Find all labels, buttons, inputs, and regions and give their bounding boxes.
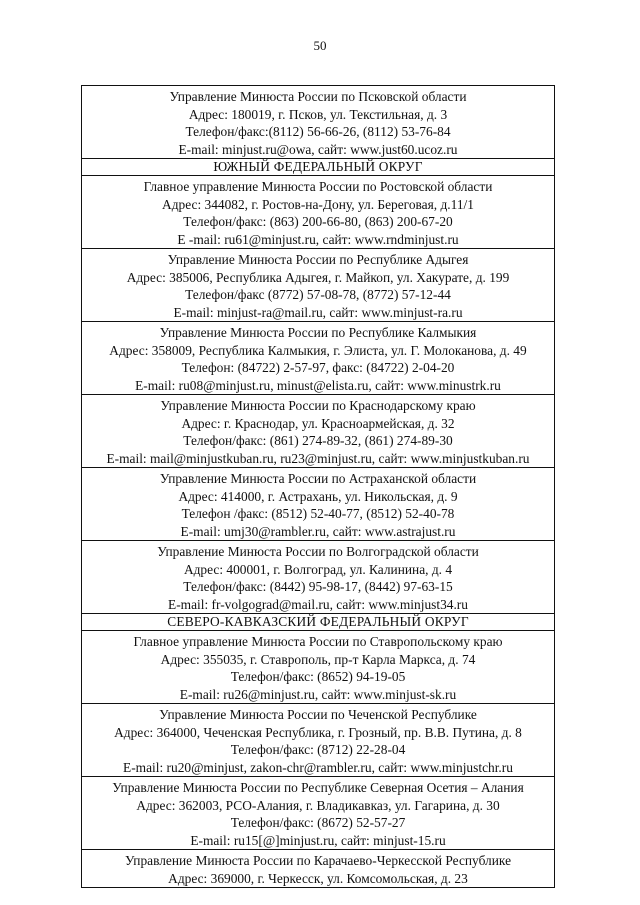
office-address: Адрес: 344082, г. Ростов-на-Дону, ул. Береговая, д.11/1	[162, 196, 474, 212]
office-phone: Телефон/факс: (8712) 22-28-04	[230, 742, 406, 757]
office-name: Управление Минюста России по Республике Калмыкия	[159, 325, 477, 340]
office-entry	[82, 850, 555, 888]
office-entry	[82, 777, 555, 850]
office-entry	[82, 468, 555, 541]
office-row	[82, 468, 555, 541]
office-name: Управление Минюста России по Астраханской области	[159, 471, 477, 486]
office-email: E-mail: fr-volgograd@mail.ru, сайт: www.minjust34.ru	[168, 596, 468, 612]
region-header: СЕВЕРО-КАВКАЗСКИЙ ФЕДЕРАЛЬНЫЙ ОКРУГ	[82, 614, 555, 631]
office-address: Адрес: 414000, г. Астрахань, ул. Никольская, д. 9	[178, 488, 458, 504]
office-entry	[82, 176, 555, 249]
office-email: E -mail: ru61@minjust.ru, сайт: www.rndminjust.ru	[177, 231, 459, 247]
office-row	[82, 777, 555, 850]
office-row	[82, 86, 555, 159]
office-name: Управление Минюста России по Волгоградской области	[157, 544, 479, 559]
table-body	[82, 86, 555, 888]
office-phone: Телефон/факс:(8112) 56-66-26, (8112) 53-76-84	[185, 124, 451, 139]
office-name: Главное управление Минюста России по Ростовской области	[143, 179, 493, 194]
office-name: Главное управление Минюста России по Ставропольскому краю	[133, 634, 503, 649]
office-phone: Телефон/факс: (863) 200-66-80, (863) 200-67-20	[183, 214, 453, 229]
office-email: E-mail: ru15[@]minjust.ru, сайт: minjust-15.ru	[190, 832, 446, 848]
office-address: Адрес: 180019, г. Псков, ул. Текстильная, д. 3	[188, 106, 448, 122]
office-email: E-mail: ru26@minjust.ru, сайт: www.minjust-sk.ru	[179, 686, 457, 702]
office-row	[82, 541, 555, 614]
office-email: E-mail: ru08@minjust.ru, minust@elista.ru, сайт: www.minustrk.ru	[135, 377, 501, 393]
office-row	[82, 395, 555, 468]
office-address: Адрес: 400001, г. Волгоград, ул. Калинина, д. 4	[183, 561, 453, 577]
page-number: 50	[313, 38, 327, 53]
region-header: ЮЖНЫЙ ФЕДЕРАЛЬНЫЙ ОКРУГ	[82, 159, 555, 176]
office-name: Управление Минюста России по Карачаево-Черкесской Республике	[124, 853, 512, 868]
office-address: Адрес: 355035, г. Ставрополь, пр-т Карла Маркса, д. 74	[160, 651, 476, 667]
office-row	[82, 249, 555, 322]
office-row	[82, 704, 555, 777]
office-name: Управление Минюста России по Псковской области	[169, 89, 467, 104]
office-entry	[82, 395, 555, 468]
office-name: Управление Минюста России по Республике Адыгея	[167, 252, 469, 267]
office-entry	[82, 322, 555, 395]
office-name: Управление Минюста России по Чеченской Республике	[159, 707, 477, 722]
office-entry	[82, 704, 555, 777]
office-row	[82, 176, 555, 249]
office-row	[82, 850, 555, 888]
region-header-row	[82, 159, 555, 176]
office-email: E-mail: ru20@minjust, zakon-chr@rambler.ru, сайт: www.minjustchr.ru	[123, 759, 513, 775]
ministry-offices-table	[81, 85, 555, 888]
region-header-row	[82, 614, 555, 631]
office-entry	[82, 249, 555, 322]
office-row	[82, 631, 555, 704]
office-address: Адрес: 358009, Республика Калмыкия, г. Элиста, ул. Г. Молоканова, д. 49	[109, 342, 527, 358]
office-email: E-mail: minjust-ra@mail.ru, сайт: www.minjust-ra.ru	[173, 304, 463, 320]
office-row	[82, 322, 555, 395]
office-entry	[82, 541, 555, 614]
office-address: Адрес: 362003, РСО-Алания, г. Владикавказ, ул. Гагарина, д. 30	[136, 797, 500, 813]
office-name: Управление Минюста России по Республике Северная Осетия – Алания	[112, 780, 524, 795]
office-phone: Телефон/факс (8772) 57-08-78, (8772) 57-12-44	[185, 287, 451, 302]
office-address: Адрес: 364000, Чеченская Республика, г. Грозный, пр. В.В. Путина, д. 8	[114, 724, 522, 740]
office-email: E-mail: umj30@rambler.ru, сайт: www.astrajust.ru	[180, 523, 456, 539]
office-phone: Телефон/факс: (8442) 95-98-17, (8442) 97-63-15	[183, 579, 453, 594]
office-email: E-mail: minjust.ru@owa, сайт: www.just60.ucoz.ru	[178, 141, 458, 157]
office-address: Адрес: 369000, г. Черкесск, ул. Комсомольская, д. 23	[168, 870, 468, 886]
office-phone: Телефон/факс: (8672) 52-57-27	[230, 815, 406, 830]
office-address: Адрес: 385006, Республика Адыгея, г. Майкоп, ул. Хакурате, д. 199	[126, 269, 510, 285]
office-address: Адрес: г. Краснодар, ул. Красноармейская, д. 32	[181, 415, 455, 431]
office-phone: Телефон/факс: (8652) 94-19-05	[230, 669, 406, 684]
office-entry	[82, 631, 555, 704]
office-phone: Телефон/факс: (861) 274-89-32, (861) 274-89-30	[183, 433, 453, 448]
office-entry	[82, 86, 555, 159]
office-email: E-mail: mail@minjustkuban.ru, ru23@minjust.ru, сайт: www.minjustkuban.ru	[106, 450, 530, 466]
office-phone: Телефон: (84722) 2-57-97, факс: (84722) 2-04-20	[181, 360, 455, 375]
office-phone: Телефон /факс: (8512) 52-40-77, (8512) 52-40-78	[181, 506, 455, 521]
office-name: Управление Минюста России по Краснодарскому краю	[160, 398, 476, 413]
